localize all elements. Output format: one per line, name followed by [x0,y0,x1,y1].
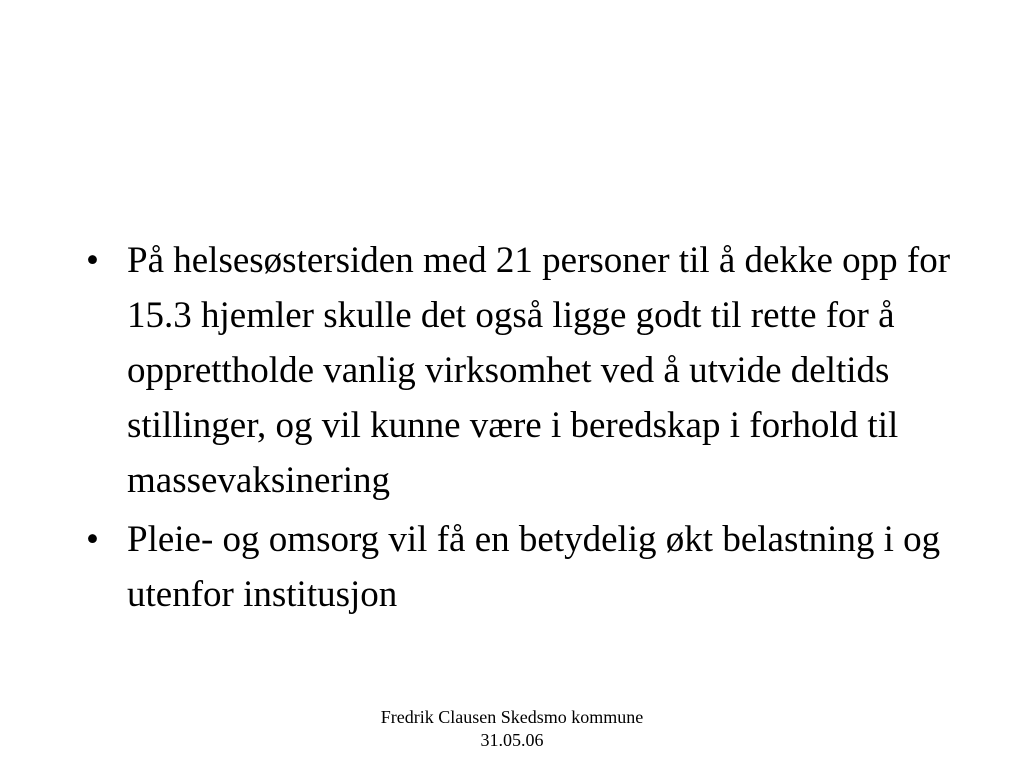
footer-date: 31.05.06 [480,730,544,750]
bullet-icon: • [86,240,99,281]
bullet-item-pleie-omsorg [84,512,964,622]
bullet-text-helsesoster: På helsesøstersiden med 21 personer til å dekke opp for 15.3 hjemler skulle det også ligge godt til rette for å opprettholde vanlig virksomhet ved å utvide deltids stillinger, og vil kunne være i beredskap i forhold til massevaksinering [127,240,951,501]
footer-author: Fredrik Clausen Skedsmo kommune [380,707,644,727]
bullet-item-helsesoster [84,233,964,508]
bullet-text-pleie-omsorg: Pleie- og omsorg vil få en betydelig økt belastning i og utenfor institusjon [127,519,941,615]
slide-footer [312,706,712,752]
bullet-list [84,233,964,626]
bullet-icon: • [86,519,99,560]
